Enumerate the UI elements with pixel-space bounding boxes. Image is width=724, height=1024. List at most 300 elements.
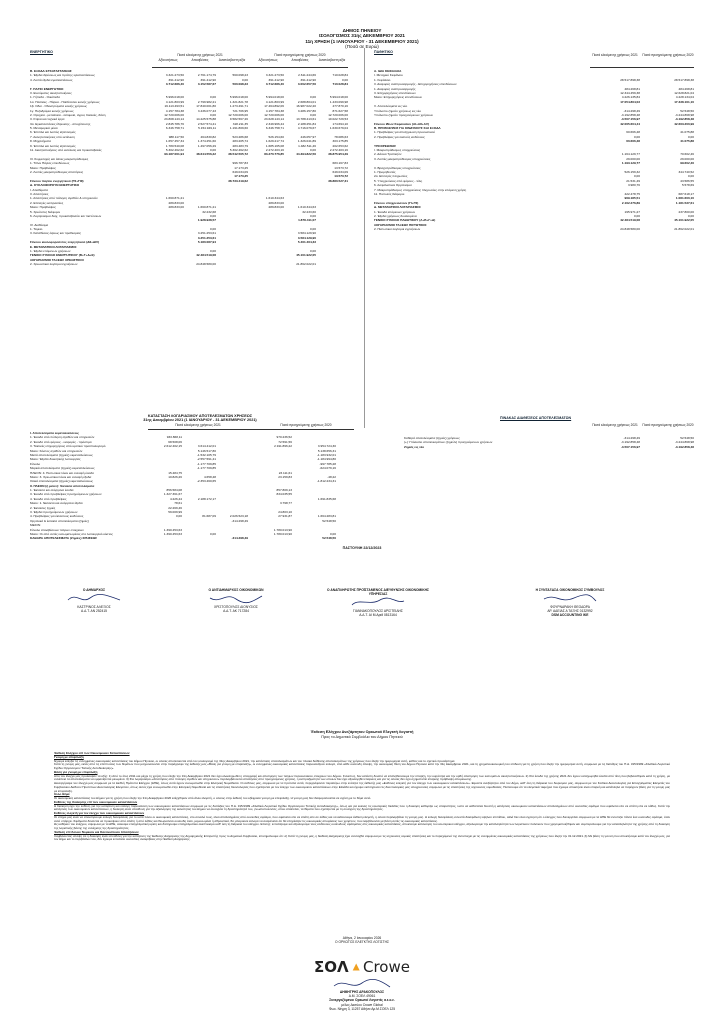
row-value: 5.154.949,11: [198, 126, 216, 131]
row-value: 24.848.580,00: [196, 262, 216, 267]
row-label: ΥΠΟΧΡΕΩΣΕΙΣ: [374, 143, 397, 148]
row-value: 17.338.161,10: [674, 99, 694, 104]
row-value: 391.412,90: [200, 77, 216, 82]
row-label: 2. Χρεωστικοί λογ/σμοί εγγυήσεων: [30, 262, 78, 267]
liabilities-title: ΠΑΘΗΤΙΚΟ: [374, 50, 393, 54]
row-value: 12.720.006,00: [328, 112, 348, 117]
row-label: ΓΕΝΙΚΟ ΣΥΝΟΛΟ ΕΝΕΡΓΗΤΙΚΟΥ (Β+Γ+Δ+Ε): [30, 253, 95, 258]
row-value: 1.780.013,90: [273, 531, 292, 536]
row-value: 174.694,10: [332, 121, 348, 126]
row-value: 1.780.013,90: [273, 527, 292, 532]
row-value: 2.272.403,16: [329, 148, 348, 153]
distribution-col-current: Ποσά κλειόμενης χρήσεως 2021: [592, 423, 638, 427]
logo-crowe-text: Crowe: [363, 958, 410, 976]
row-value: 202.653,62: [332, 143, 348, 148]
row-label: Σύνολο κυκλοφορούντος ενεργητικού (ΔΙΙ+ΔΙV): [30, 240, 100, 245]
row-value: 4.226,44: [169, 496, 182, 501]
row-value: -3.192.858,48: [674, 444, 694, 449]
income-col-current: Ποσά κλειόμενης χρήσεως 2021: [175, 423, 221, 427]
row-value: 17.840.001,80: [196, 104, 216, 109]
row-value: 2.188.251,84: [297, 121, 316, 126]
row-value: 60.666,48: [626, 139, 640, 144]
row-value: 3.321.273,50: [265, 73, 284, 78]
audit-paragraph: Ως καθήκον του ελέγχου, σύμφωνα με τα ΔΠΕ, ασκούμε επαγγελματική κρίση και διατηρούμε επαγγελματικό σκεπτικισμό καθ' όλη τη διάρκεια του ελέγχου. Επίσης: εντοπίζουμε και αξιολογούμε τους κινδύνους ουσιώδους σφάλματος στις οικονομικές καταστάσεις, αποκτούμε κατανόηση του εσωτερικού ελέγχου, αξιολογούμε την καταλληλότητα των λογιστικών πολιτικών που χρησιμοποιήθηκαν και συμπεραίνουμε για την καταλληλότητα της χρήσης από τη διοίκηση της λογιστικής βάσης της συνέχισης της δραστηριότητας.: [54, 822, 670, 830]
row-value: 3.614.412,01: [197, 444, 216, 449]
row-value: 5.578,69: [681, 183, 694, 188]
row-value: 12.344.459,38: [620, 90, 640, 95]
row-value: 970.236,52: [276, 435, 292, 440]
row-value: 3.251.253,61: [197, 231, 216, 236]
row-label: Μείον: 3. Χρεωστικοί τόκοι και συναφή έξοδα: [30, 474, 92, 479]
row-value: 477.870,16: [332, 104, 348, 109]
row-label: 3. Καταθέσεις όψεως και προθεσμίας: [30, 231, 81, 236]
audit-subheading: Ευθύνες ελεγκτή για τον έλεγχο των οικονομικών καταστάσεων: [54, 811, 145, 815]
row-value: 2.162.276,89: [621, 200, 640, 205]
row-value: 687.618,17: [678, 191, 694, 196]
row-value: 42.484.519,08: [620, 218, 640, 223]
row-label: Ι. Αποτελέσματα εκμεταλλεύσεως: [30, 431, 79, 435]
row-value: 2.272.403,16: [265, 148, 284, 153]
row-value: 21.531,49: [626, 178, 640, 183]
income-row: [30, 536, 360, 540]
row-label: 3. Επιχορηγήσεις επενδύσεων: [374, 90, 416, 95]
signature-finance-head-title: Ο ΑΝΑΠΛΗΡΩΤΗΣ ΠΡΟΪΣΤΑΜΕΝΟΣ ΔΙΕΥΘΥΝΣΗΣ ΟΙΚΟΝΟΜΙΚΗΣ ΥΠΗΡΕΣΙΑΣ: [327, 588, 429, 597]
liabilities-header-rule: [590, 67, 694, 68]
row-value: 3.712.686,40: [265, 82, 284, 87]
row-value: -314.298,49: [623, 436, 640, 440]
row-label: Β. ΕΞΟΔΑ ΕΓΚΑΤΑΣΤΑΣΕΩΣ: [30, 69, 72, 73]
row-value: -3.244.868,98: [674, 112, 694, 117]
balance-sheet-title: ΙΣΟΛΟΓΙΣΜΟΣ 31ης ΔΕΚΕΜΒΡΙΟΥ 2021: [319, 33, 405, 39]
row-value: 78.086,63: [334, 134, 348, 139]
row-value: 1.390.453,63: [163, 527, 182, 532]
row-value: 43.586,55: [680, 178, 694, 183]
audit-paragraph: Η διοίκηση έχει την ευθύνη για την κατάρτιση και εύλογη παρουσίαση των οικονομικών καταστάσεων σύμφωνα με τις διατάξεις του Π.Δ. 315/1999 «Κλαδικό Λογιστικό Σχέδιο Οργανισμών Τοπικής Αυτοδιοίκησης», όπως και για εκείνες τις εσωτερικές δικλίδες που η διοίκηση καθορίζει ως απαραίτητες, ώστε να καθίσταται δυνατή η κατάρτιση οικονομικών καταστάσεων απαλλαγμένων από ουσιώδες σφάλμα που οφείλεται είτε σε απάτη είτε σε λάθος. Κατά την κατάρτιση των οικονομικών καταστάσεων, η διοίκηση είναι υπεύθυνη για την αξιολόγηση της ικανότητας του Δήμου να συνεχίσει τη δραστηριότητά του, γνωστοποιώντας, όπου απαιτείται, τα θέματα που σχετίζονται με τη συνέχιση της δραστηριότητας.: [54, 803, 670, 812]
row-label: 1. Προβλέψεις για αποζημίωση προσωπικού: [374, 130, 436, 135]
row-label: Μικτά αποτελέσματα (ζημιές) εκμεταλλεύσεως: [30, 452, 93, 457]
row-label: 2. Προβλέψεις για λοιπούς κινδύνους: [374, 134, 425, 139]
row-label: 2α. Επιταγές πληρωτέες: [374, 174, 408, 179]
row-label: 4. Προβλέψεις για έκτακτους κινδύνους: [30, 514, 84, 519]
row-value: 4.716.079,67: [297, 126, 316, 131]
signature-finance-head-name: ΓΙΑΝΝΑΚΟΠΟΥΛΟΣ ΑΡΙΣΤΕΙΔΗΣ: [353, 609, 403, 614]
row-value: 9.582.567,26: [229, 117, 248, 122]
row-value: 4.157.784,38: [165, 108, 184, 113]
row-value: 3.152.587,67: [197, 82, 216, 87]
row-label: 1α. Πλατείες - Πάρκα - Παιδότοποι κοινής χρήσεως: [30, 99, 100, 104]
row-value: 721.706,95: [232, 108, 248, 113]
row-label: Σύνολο Ιδίων Κεφαλαίων (ΑΙ+ΑΙΙ+ΑV): [374, 121, 429, 126]
row-value: 0,00: [209, 95, 216, 100]
row-value: 52.548,50: [322, 518, 336, 523]
row-value: 23.808.143,14: [164, 117, 184, 122]
audit-paragraph: Έχουμε ελέγξει τις συνημμένες οικονομικές καταστάσεις του Δήμου Πηνειού, οι οποίες αποτελούνται από τον ισολογισμό της 31ης Δεκεμβρίου 2021, την κατάσταση αποτελεσμάτων και τον πίνακα διάθεσης αποτελεσμάτων της χρήσεως που έληξε την ημερομηνία αυτή, καθώς και το σχετικό προσάρτημα.: [54, 758, 456, 763]
signature-accountant: [500, 588, 640, 617]
row-value: 4.121.803,99: [165, 99, 184, 104]
row-value: 1.181.537,61: [675, 200, 694, 205]
row-value: 1.657.457,34: [165, 139, 184, 144]
row-value: 12.720.006,00: [264, 112, 284, 117]
row-value: -314.298,49: [623, 108, 640, 113]
row-value: 4.658,48: [203, 474, 216, 479]
row-value: 3.584.129,90: [297, 231, 316, 236]
row-value: 560.098,23: [232, 82, 248, 87]
accountant-stamp-text: DSM ACCOUNTING IKE: [551, 613, 589, 618]
distribution-table: [404, 436, 694, 449]
row-value: 32.233,60: [302, 209, 316, 214]
row-value: 81.687,09: [202, 514, 216, 519]
municipality-name: ΔΗΜΟΣ ΠΗΝΕΙΟΥ: [342, 28, 382, 33]
currency-note: (Ποσά σε Ευρώ): [345, 44, 379, 50]
logo-sol-text: ΣΟΛ: [314, 958, 349, 976]
row-label: ΙΙ. ΠΛΕΟΝ (ή μείον): Έκτακτα αποτελέσματα: [30, 483, 95, 488]
row-value: 2.612.402,15: [163, 444, 182, 449]
row-value: 1.374.251,60: [197, 139, 216, 144]
row-value: 484.268,81: [624, 86, 640, 91]
row-label: 1. Τίτλοι Πάγιας επενδύσεως: [30, 161, 70, 166]
row-value: 93.187.061,94: [164, 152, 184, 157]
row-value: -997.785,28: [319, 461, 336, 466]
dist-row: [404, 445, 694, 449]
row-value: -48,22: [327, 474, 336, 479]
audit-paragraph: Οι στόχοι μας είναι να αποκτήσουμε εύλογη διασφάλιση για το κατά πόσο οι οικονομικές καταστάσεις, στο σύνολό τους, είναι απαλλαγμένες από ουσιώδες σφάλμα, που οφείλεται είτε σε απάτη είτε σε λάθος και να εκδώσουμε έκθεση ελεγκτή, η οποία περιλαμβάνει τη γνώμη μας. Η εύλογη διασφάλιση συνιστά διασφάλιση υψηλού επιπέδου, αλλά δεν είναι εγγύηση ότι ο έλεγχος που διενεργείται σύμφωνα με τα ΔΠΕ θα εντοπίζει πάντα ένα ουσιώδες σφάλμα, όταν αυτό υπάρχει. Σφάλματα δύνανται να προκύψουν από απάτη ή από λάθος και θεωρούνται ουσιώδη όταν, μεμονωμένα ή αθροιστικά, θα μπορούσε εύλογα να αναμένεται ότι θα επηρέαζαν τις οικονομικές αποφάσεις των χρηστών, που λαμβάνονται με βάση αυτές τις οικονομικές καταστάσεις.: [54, 814, 670, 823]
assets-sub-net: Αναπόσβεστη αξία: [218, 58, 246, 62]
income-header-rule: [148, 429, 354, 430]
signature-deputy-name: ΧΡΙΣΤΟΠΟΥΛΟΣ ΔΙΟΝΥΣΙΟΣ: [214, 605, 258, 610]
row-value: 1.497.056,29: [197, 143, 216, 148]
row-value: 5.302.462,62: [229, 148, 248, 153]
row-value: 83.270.776,85: [264, 152, 284, 157]
row-label: 1. Προμηθευτές: [374, 169, 396, 174]
row-value: 0,00: [687, 134, 694, 139]
row-value: 1.326.041,89: [297, 139, 316, 144]
row-value: 52.548,50: [322, 536, 336, 541]
row-value: 0,00: [175, 514, 182, 519]
row-label: 1β. Οδοί - Οδοστρώματα κοινής χρήσεως: [30, 104, 87, 109]
row-value: 1.191.809,60: [229, 126, 248, 131]
row-value: 12.720.006,00: [228, 112, 248, 117]
row-label: Μείον: Προβλέψεις: [30, 205, 56, 210]
row-value: 3.436.077,43: [197, 108, 216, 113]
row-value: 23.111,61: [278, 470, 292, 475]
row-value: 52.548,50: [680, 436, 694, 440]
row-value: 1.691.835,68: [317, 496, 336, 501]
row-value: 649.034,09: [332, 169, 348, 174]
row-value: 23.159,83: [278, 474, 292, 479]
auditor-signature-scribble: [330, 978, 394, 990]
row-value: 12.720.006,00: [164, 112, 184, 117]
row-value: 29.000,00: [626, 156, 640, 161]
row-value: 4.157.784,38: [265, 108, 284, 113]
row-value: 41.075,88: [680, 130, 694, 135]
liabilities-col-current: Ποσά κλειόμενης χρήσεως 2021: [592, 53, 638, 57]
row-label: 1. Διαφορές αναπροσαρμογής: [374, 86, 416, 91]
row-value: 21.862.022,01: [296, 262, 316, 267]
row-value: 27.931,87: [278, 514, 292, 519]
row-label: Σύνολο: [30, 461, 41, 466]
assets-sub-cost: Αξία κτήσεως: [158, 58, 178, 62]
row-label: 1. Έξοδα επόμενων χρήσεων: [30, 249, 71, 254]
row-value: 2.761.174,79: [197, 73, 216, 78]
signature-accountant-scribble: [540, 592, 600, 604]
row-value: 6.346.758,71: [265, 126, 284, 131]
row-label: ΛΟΓΑΡΙΑΣΜΟΙ ΤΑΞΕΩΣ ΠΙΣΤΩΤΙΚΟΙ: [374, 222, 427, 227]
assets-col-previous: Ποσά προηγούμενης χρήσεως 2020: [274, 53, 326, 57]
row-value: 996.787,83: [232, 161, 248, 166]
row-value: 3.798,77: [279, 501, 292, 506]
row-value: 1.660.871,21: [165, 196, 184, 201]
row-value: 1.273.491,71: [229, 104, 248, 109]
row-value: 0,00: [209, 227, 216, 232]
signature-finance-head: [322, 588, 434, 617]
row-value: 17.173,25: [234, 165, 248, 170]
row-value: 1.433.099,98: [329, 99, 348, 104]
row-value: 560.098,23: [232, 73, 248, 78]
distribution-col-previous: Ποσά προηγούμενης χρήσεως 2020: [642, 423, 694, 427]
row-label: 2. Επιταγές εισπρακτέες: [30, 200, 64, 205]
row-value: 70.602,46: [680, 152, 694, 157]
row-value: 5.994.018,00: [329, 95, 348, 100]
row-label: Δ. ΚΥΚΛΟΦΟΡΟΥΝ ΕΝΕΡΓΗΤΙΚΟ: [30, 183, 80, 188]
row-value: 22.269,46: [168, 505, 182, 510]
row-value: 834.035,55: [276, 492, 292, 497]
row-value: 38.733.419,62: [228, 178, 248, 183]
row-value: 2.349.966,44: [265, 121, 284, 126]
row-value: 44.394.822,56: [296, 152, 316, 157]
row-value: 289.833,00: [168, 205, 184, 210]
audit-paragraph: Κατά τη γνώμη μας, εκτός από τις επιπτώσεις των θεμάτων που μνημονεύονται στην παράγραφο της έκθεσής μας «Βάση για γνώμη με επιφύλαξη», οι συνημμένες οικονομικές καταστάσεις παρουσιάζουν εύλογα, από κάθε ουσιώδη άποψη, την οικονομική θέση του Δήμου Πηνειού κατά την 31η Δεκεμβρίου 2021, και τη χρηματοοικονομική του επίδοση για τη χρήση που έληξε την ημερομηνία αυτή, σύμφωνα με τις διατάξεις του Π.Δ. 315/1999 «Κλαδικό Λογιστικό Σχέδιο Οργανισμών Τοπικής Αυτοδιοίκησης».: [54, 762, 670, 770]
audit-subheading: Βάση για γνώμη με επιφύλαξη: [54, 769, 98, 774]
row-value: [216, 262, 248, 266]
row-value: [182, 536, 216, 540]
row-value: 5.994.018,00: [265, 95, 284, 100]
row-value: 99.602,46: [680, 161, 694, 166]
row-value: 1.327.361,67: [163, 492, 182, 497]
row-label: Β. ΠΡΟΒΛΕΨΕΙΣ ΓΙΑ ΚΙΝΔΥΝΟΥΣ ΚΑΙ ΕΞΟΔΑ: [374, 126, 441, 131]
row-value: 10.826,26: [168, 474, 182, 479]
row-value: 391.412,90: [168, 77, 184, 82]
row-value: 41.075,88: [680, 139, 694, 144]
row-value: 17.464.892,06: [264, 104, 284, 109]
row-label: ΓΕΝΙΚΟ ΣΥΝΟΛΟ ΠΑΘΗΤΙΚΟΥ (Α+Β+Γ+Δ): [374, 218, 436, 223]
row-value: 344.740,52: [678, 169, 694, 174]
row-label: 7. Μακροπρόθεσμες υποχρεώσεις πληρωτέες στην επόμενη χρήση: [374, 187, 467, 192]
row-value: 195.971,27: [624, 209, 640, 214]
income-table: [30, 431, 360, 541]
row-value: 52.548,50: [680, 108, 694, 113]
row-label: 1γ. Πεζοδρόμια κοινής χρήσεως: [30, 108, 74, 113]
row-value: 60.666,48: [626, 130, 640, 135]
row-label: ΙΙ. Διαφορές αναπροσαρμογής - Επιχορηγήσεις επενδύσεων: [374, 82, 457, 87]
auditor-date: Αθήνα, 2 Ιανουαρίου 2026: [342, 936, 382, 940]
row-label: Υπόλοιπο ζημιών χρήσεως εις νέο: [374, 108, 421, 113]
row-value: [248, 536, 292, 540]
signature-deputy: [180, 588, 292, 613]
row-value: 3.954.724,30: [317, 444, 336, 449]
row-value: 1.081.600,10: [675, 196, 694, 201]
row-label: 1. Έσοδα επόμενων χρήσεων: [374, 209, 415, 214]
row-value: 0,00: [687, 213, 694, 218]
row-value: -3.244.868,98: [674, 440, 694, 445]
assets-row: [30, 262, 348, 266]
row-value: -1.184.994,80: [316, 457, 336, 462]
row-value: 2.611.244,66: [298, 73, 316, 78]
row-label: 5. Χρεώστες διάφοροι: [30, 209, 61, 214]
income-title: ΚΑΤΑΣΤΑΣΗ ΛΟΓΑΡΙΑΣΜΟΥ ΑΠΟΤΕΛΕΣΜΑΤΩΝ ΧΡΗΣΕΩΣ: [147, 414, 253, 418]
assets-sub-net-prev: Αναπόσβεστη αξία: [318, 58, 346, 62]
row-value: 24.848.580,00: [620, 227, 640, 232]
auditor-role: Ο ΟΡΚΩΤΟΣ ΕΛΕΓΚΤΗΣ ΛΟΓΙΣΤΗΣ: [334, 940, 390, 945]
row-value: 0,00: [241, 77, 248, 82]
row-label: Δ. ΜΕΤΑΒΑΤΙΚΟΙ ΛΟΓΑΡΙΑΣΜΟΙ: [374, 205, 421, 210]
signature-mayor-scribble: [64, 592, 124, 604]
auditor-name: ΔΗΜΗΤΡΗΣ ΔΡΑΚΟΠΟΥΛΟΣ: [339, 990, 385, 994]
row-label: 3. Τακτικές επιχορηγήσεις από κρατικό προϋπολογισμό: [30, 444, 106, 449]
row-value: 23.628.143,14: [264, 117, 284, 122]
row-label: Σύνολο υποχρεώσεων (ΓΙ+ΓΙΙ): [374, 200, 419, 205]
row-label: Ε. ΜΕΤΑΒΑΤΙΚΟΙ ΛΟΓΑΡΙΑΣΜΟΙ: [30, 244, 77, 249]
row-value: 0,00: [309, 249, 316, 254]
row-value: 2.026.523,18: [229, 514, 248, 519]
row-value: 683.167,83: [332, 161, 348, 166]
row-label: 4. Έσοδα από προβλέψεις: [30, 496, 67, 501]
row-label: 3. Κτίρια και τεχνικά έργα: [30, 117, 65, 122]
row-value: 289.833,00: [268, 200, 284, 205]
row-value: 42.663.200,99: [674, 121, 694, 126]
row-value: 1.664.283,81: [317, 514, 336, 519]
row-value: 1.630.679,04: [329, 126, 348, 131]
row-value: 2.688.804,01: [297, 99, 316, 104]
row-label: Ολικά αποτελέσματα (ζημιές) εκμεταλλεύσεως: [30, 479, 93, 484]
row-label: 2. Λοιπές μακροπρόθεσμες απαιτήσεις: [30, 169, 84, 174]
row-value: 13.788.413,61: [296, 117, 316, 122]
row-value: 1.321.821,78: [229, 99, 248, 104]
signature-accountant-name: ΦΟΥΡΝΑΡΑΚΗ ΘΕΟΔΩΡΑ: [550, 605, 590, 610]
distribution-title: ΠΙΝΑΚΑΣ ΔΙΑΘΕΣΕΩΣ ΑΠΟΤΕΛΕΣΜΑΤΩΝ: [500, 416, 572, 420]
audit-subheading: Γνώμη με επιφύλαξη: [54, 754, 84, 759]
row-value: 3.286.157,80: [297, 108, 316, 113]
assets-sub-depr: Αποσβέσεις: [191, 58, 209, 62]
row-value: -1.183.932,01: [316, 452, 336, 457]
row-value: 5.146.517,80: [197, 448, 216, 453]
row-label: Ζημιές εις νέο: [404, 444, 425, 449]
row-value: 3.712.686,40: [165, 82, 184, 87]
row-value: 1.878.411,07: [298, 218, 316, 223]
row-value: 19.113.493,51: [164, 104, 184, 109]
assets-sub-cost-prev: Αξία κτήσεως: [258, 58, 278, 62]
row-value: 42.484.519,08: [196, 253, 216, 258]
row-label: Σύνολο παγίου ενεργητικού (ΓΙΙ+ΓΙΙΙ): [30, 178, 84, 183]
row-label: 5. Μεταφορικά μέσα: [30, 126, 58, 131]
row-value: [148, 536, 182, 540]
row-label: 11. Ακινητοποιήσεις υπό εκτέλεση και προκαταβολές: [30, 148, 102, 153]
row-value: 0,00: [329, 531, 336, 536]
row-value: 4.228.134,04: [675, 95, 694, 100]
row-value: 988.117,50: [168, 134, 184, 139]
column-divider: [364, 48, 365, 428]
row-label: 1. Έκτακτα και ανόργανα έσοδα: [30, 488, 74, 493]
liabilities-col-previous: Ποσά προηγούμενης χρήσεως 2020: [642, 53, 694, 57]
income-col-previous: Ποσά προηγούμενης χρήσεως 2020: [280, 423, 332, 427]
audit-firm-address: Φωκ. Νέγρη 3, 11257 Αθήνα Αρ.Μ.ΣΟΕΛ 125: [328, 1006, 396, 1011]
audit-subheading: Ευθύνες της διοίκησης επί των οικονομικών καταστάσεων: [54, 799, 138, 804]
row-value: 289.833,00: [168, 200, 184, 205]
row-value: 0,00: [309, 148, 316, 153]
row-value: -2.353.460,65: [196, 479, 216, 484]
row-label: ΚΑΘΑΡΑ ΑΠΟΤΕΛΕΣΜΑΤΑ (Ζημίες) ΧΡΗΣΕΩΣ: [30, 536, 98, 541]
row-value: 5.302.462,62: [165, 148, 184, 153]
audit-paragraph: Οι οικονομικές καταστάσεις του Δήμου για τη χρήση που έληξε την 31η Δεκεμβρίου 2020 ελέγχθηκαν από άλλο ελεγκτή, ο οποίος στην έκθεσή του εξέφρασε γνώμη με επιφύλαξη. Η γνώμη μας δεν διαφοροποιείται σε σχέση με το θέμα αυτό.: [54, 796, 372, 800]
audit-firm-member: μέλος Δικτύου Crowe Global: [341, 1002, 383, 1007]
assets-table: [30, 69, 348, 267]
audit-report-body: [54, 752, 670, 842]
assets-header-rule: [152, 67, 348, 68]
row-value: 2.911.896,22: [274, 444, 292, 449]
row-value: 1.390.453,63: [163, 531, 182, 536]
row-value: -3.192.858,48: [620, 440, 640, 445]
row-label: 2. Έκτακτες ζημιές: [30, 505, 56, 510]
row-label: 7. Ακινητοποιήσεις υπό εκτέλεση: [30, 134, 75, 139]
row-label: 8. Μηχανήματα: [30, 139, 51, 144]
auditor-am: Α.Μ. ΣΟΕΛ 49061: [348, 994, 376, 999]
row-value: 45.101.922,05: [674, 218, 694, 223]
row-value: 1.482.511,46: [298, 143, 316, 148]
row-label: Μείον: 1. Έκτακτα και ανόργανα έξοδα: [30, 501, 83, 506]
audit-paragraph: Διενεργήσαμε τον έλεγχό μας σύμφωνα με τα Διεθνή Πρότυπα Ελέγχου (ΔΠΕ), όπως αυτά έχουν ενσωματωθεί στην Ελληνική Νομοθεσία. Οι ευθύνες μας, σύμφωνα με τα πρότυπα αυτά, περιγράφονται περαιτέρω στην ενότητα της έκθεσής μας «Ευθύνες ελεγκτή για τον έλεγχο των οικονομικών καταστάσεων». Είμαστε ανεξάρτητοι από τον Δήμο, καθ' όλη τη διάρκεια του διορισμού μας, σύμφωνα με τον Κώδικα Δεοντολογίας για Επαγγελματίες Ελεγκτές του Συμβουλίου Διεθνών Προτύπων Δεοντολογίας Ελεγκτών, όπως αυτός έχει ενσωματωθεί στην Ελληνική Νομοθεσία και τις απαιτήσεις δεοντολογίας που σχετίζονται με τον έλεγχο των οικονομικών καταστάσεων στην Ελλάδα και έχουμε εκπληρώσει τις δεοντολογικές μας υποχρεώσεις σύμφωνα με τις απαιτήσεις της ισχύουσας νομοθεσίας. Πιστεύουμε ότι τα ελεγκτικά τεκμήρια που έχουμε αποκτήσει είναι επαρκή και κατάλληλα να παρέχουν βάση για τη γνώμη μας με επιφύλαξη.: [54, 781, 670, 793]
signature-finance-head-id: Α.Δ.Τ. ΑΙ Μ.Αριθ 0813164: [359, 613, 397, 618]
row-value: 1.193.129,77: [621, 161, 640, 166]
row-label: ΙΙ. Βραχυπρόθεσμες υποχρεώσεις: [374, 165, 421, 170]
row-value: 5.996.018,00: [165, 95, 184, 100]
sol-crowe-logo: [314, 956, 410, 978]
row-value: 5.996.018,00: [229, 95, 248, 100]
row-value: 857.809,13: [276, 488, 292, 493]
row-label: Μείον: Οι από αυτές ενσωματωμένες στο λειτουργικό κόστος: [30, 531, 113, 536]
row-value: 526.154,60: [268, 134, 284, 139]
document-header: [30, 28, 694, 50]
row-value: 710.028,84: [332, 82, 348, 87]
audit-recipient: Προς το Δημοτικό Συμβούλιο του Δήμου Πηνειού: [321, 734, 403, 739]
row-value: 969.185,51: [624, 196, 640, 201]
row-value: 1.629.217,74: [265, 139, 284, 144]
signature-deputy-scribble: [206, 592, 266, 604]
row-value: 28.517.898,38: [620, 77, 640, 82]
row-value: 1.780.540,08: [165, 143, 184, 148]
row-value: 0,00: [309, 95, 316, 100]
row-value: 933.868,11: [166, 435, 182, 440]
row-value: 1.928.938,57: [197, 218, 216, 223]
signature-mayor-id: Α.Δ.Τ. ΑΝ 252415: [80, 609, 108, 614]
row-label: 2. Πιστωτικοί λογ/σμοί εγγυήσεων: [374, 227, 421, 232]
signature-mayor: [38, 588, 150, 613]
row-value: 710.028,84: [332, 73, 348, 78]
row-label: Μείον: Έξοδα διοικητικής λειτουργίας: [30, 457, 81, 462]
row-label: ΙΙ. Ενσώματες ακινητοποιήσεις: [30, 90, 72, 95]
row-value: 68.508,06: [168, 439, 182, 444]
row-value: -1.532.105,79: [196, 452, 216, 457]
row-label: 4. Λοιπά έξοδα εγκαταστάσεως: [30, 77, 73, 82]
row-value: 16.987.022,20: [296, 104, 316, 109]
row-label: ΜΕΙΟΝ:: [30, 523, 42, 528]
row-label: Α. ΙΔΙΑ ΚΕΦΑΛΑΙΑ: [374, 69, 402, 73]
row-label: Ι. Μετοχικό Κεφάλαιο: [374, 73, 403, 78]
assets-col-current: Ποσά κλειόμενης χρήσεως 2021: [177, 53, 223, 57]
row-value: 526.159,32: [624, 169, 640, 174]
row-value: 2.527.574,41: [197, 121, 216, 126]
row-label: Ι. Αποθέματα: [30, 187, 48, 192]
row-value: -1.812.234,31: [316, 479, 336, 484]
row-value: 10.022.729,53: [328, 117, 348, 122]
